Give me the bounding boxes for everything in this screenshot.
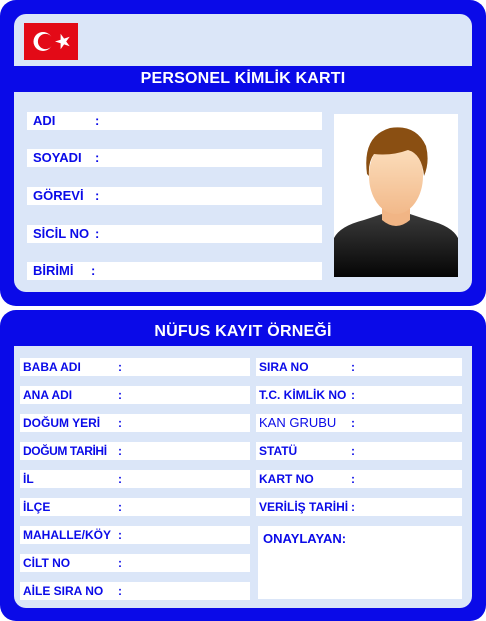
field-colon: : — [118, 584, 122, 598]
field-colon: : — [118, 472, 122, 486]
field-ana-adi[interactable] — [20, 386, 250, 404]
field-label: VERİLİŞ TARİHİ — [259, 500, 349, 514]
field-label: KART NO — [259, 472, 314, 486]
field-label: STATÜ — [259, 444, 298, 458]
field-colon: : — [118, 528, 122, 542]
field-mahalle-koy[interactable] — [20, 526, 250, 544]
field-colon: : — [351, 444, 355, 458]
photo-placeholder — [334, 114, 458, 277]
card-title: NÜFUS KAYIT ÖRNEĞİ — [154, 323, 332, 340]
field-dogum-yeri[interactable] — [20, 414, 250, 432]
field-label: SİCİL NO — [33, 226, 90, 241]
field-gorevi[interactable] — [27, 187, 322, 205]
field-kan-grubu[interactable] — [256, 414, 462, 432]
field-baba-adi[interactable] — [20, 358, 250, 376]
field-colon: : — [95, 188, 100, 203]
field-soyadi[interactable] — [27, 149, 322, 167]
field-colon: : — [351, 472, 355, 486]
field-aile-sira-no[interactable] — [20, 582, 250, 600]
field-colon: : — [351, 500, 355, 514]
field-label: GÖREVİ — [33, 188, 84, 203]
field-colon: : — [351, 416, 355, 430]
field-colon: : — [351, 388, 355, 402]
field-colon: : — [118, 500, 122, 514]
field-label: CİLT NO — [23, 556, 71, 570]
field-colon: : — [351, 360, 355, 374]
field-colon: : — [95, 113, 100, 128]
field-label: ANA ADI — [23, 388, 73, 402]
field-colon: : — [118, 444, 122, 458]
card-header-panel — [14, 14, 472, 66]
field-dogum-tarihi[interactable] — [20, 442, 250, 460]
field-label: KAN GRUBU — [259, 415, 337, 430]
personnel-card — [0, 0, 486, 306]
field-label: ADI — [33, 113, 56, 128]
field-label: DOĞUM YERİ — [23, 416, 101, 430]
field-tc-kimlik-no[interactable] — [256, 386, 462, 404]
field-label: DOĞUM TARİHİ — [23, 444, 107, 458]
field-label: SIRA NO — [259, 360, 309, 374]
field-colon: : — [118, 388, 122, 402]
field-kart-no[interactable] — [256, 470, 462, 488]
population-registry-card — [0, 310, 486, 621]
field-colon: : — [95, 226, 100, 241]
approver-box[interactable] — [258, 526, 462, 599]
field-adi[interactable] — [27, 112, 322, 130]
field-il[interactable] — [20, 470, 250, 488]
field-verilis-tarihi[interactable] — [256, 498, 462, 516]
field-cilt-no[interactable] — [20, 554, 250, 572]
field-label: MAHALLE/KÖY — [23, 528, 111, 542]
field-label: SOYADI — [33, 150, 82, 165]
person-silhouette-icon — [334, 114, 458, 277]
field-ilce[interactable] — [20, 498, 250, 516]
field-colon: : — [118, 556, 122, 570]
field-label: T.C. KİMLİK NO — [259, 388, 347, 402]
field-statu[interactable] — [256, 442, 462, 460]
field-sira-no[interactable] — [256, 358, 462, 376]
field-label: AİLE SIRA NO — [23, 584, 104, 598]
card-title: PERSONEL KİMLİK KARTI — [140, 70, 346, 87]
field-label: BİRİMİ — [33, 263, 74, 278]
field-colon: : — [118, 416, 122, 430]
field-sicil-no[interactable] — [27, 225, 322, 243]
field-label: İLÇE — [23, 500, 51, 514]
turkey-flag-icon — [24, 23, 78, 60]
field-birimi[interactable] — [27, 262, 322, 280]
approver-label: ONAYLAYAN: — [263, 531, 347, 546]
field-colon: : — [95, 150, 100, 165]
field-label: İL — [23, 472, 34, 486]
field-label: BABA ADI — [23, 360, 81, 374]
field-colon: : — [118, 360, 122, 374]
field-colon: : — [91, 263, 96, 278]
